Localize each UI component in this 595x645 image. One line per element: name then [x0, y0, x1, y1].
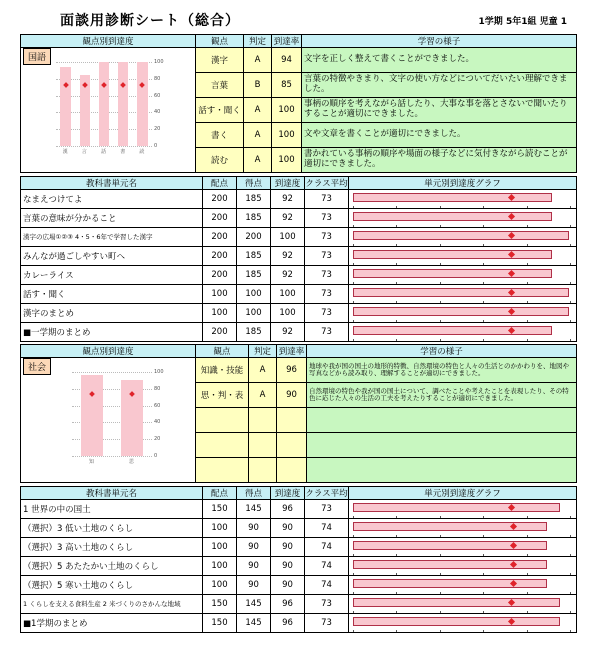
- col-unit-name: 教科書単元名: [21, 177, 203, 190]
- unit-graph-cell: [349, 519, 577, 538]
- y-tick-label: 80: [154, 75, 161, 82]
- class-avg-cell: 74: [305, 519, 349, 538]
- y-tick-label: 40: [154, 109, 161, 116]
- unit-row: [21, 614, 577, 633]
- unit-graph-cell: [349, 190, 577, 209]
- hantei-cell: [249, 458, 277, 483]
- note-cell: 文字を正しく整えて書くことができました。: [302, 48, 577, 73]
- unit-name-cell: 言葉の意味が分かること: [21, 209, 203, 228]
- class-avg-cell: 74: [305, 538, 349, 557]
- aspect-bar: [118, 62, 129, 146]
- aspect-bar: [81, 375, 103, 456]
- unit-row: [21, 519, 577, 538]
- tokuten-cell: 185: [237, 247, 271, 266]
- haiten-cell: 150: [203, 614, 237, 633]
- col-tokuten: 得点: [237, 487, 271, 500]
- aspect-bar: [99, 62, 110, 146]
- unit-row: [21, 304, 577, 323]
- hantei-cell: A: [249, 383, 277, 408]
- unit-bar: [353, 598, 560, 607]
- tokuten-cell: 90: [237, 538, 271, 557]
- shakai-aspect-chart: [60, 368, 164, 466]
- col-unit-graph: 単元別到達度グラフ: [349, 177, 577, 190]
- haiten-cell: 200: [203, 190, 237, 209]
- unit-name-cell: 話す・聞く: [21, 285, 203, 304]
- col-unit-graph: 単元別到達度グラフ: [349, 487, 577, 500]
- y-tick-label: 0: [154, 453, 158, 459]
- class-avg-cell: 73: [305, 500, 349, 519]
- class-avg-cell: 73: [305, 304, 349, 323]
- x-tick-label: 読: [139, 149, 145, 155]
- rate-cell: 100: [272, 98, 302, 123]
- tokuten-cell: 100: [237, 285, 271, 304]
- gridline: [72, 456, 152, 457]
- tokuten-cell: 90: [237, 576, 271, 595]
- note-cell: [307, 408, 577, 433]
- unit-row: [21, 228, 577, 247]
- unit-graph-cell: [349, 595, 577, 614]
- unit-bar: [353, 269, 552, 278]
- y-tick-label: 60: [154, 402, 161, 409]
- col-haiten: 配点: [203, 177, 237, 190]
- unit-bar: [353, 541, 547, 550]
- rate-cell: 96: [277, 358, 307, 383]
- aspect-bar: [60, 67, 71, 146]
- unit-name-cell: 漢字の広場①②③ 4・5・6年で学習した漢字: [21, 228, 203, 247]
- y-tick-label: 40: [154, 419, 161, 426]
- class-avg-cell: 73: [305, 595, 349, 614]
- rate-cell: [277, 433, 307, 458]
- unit-bar: [353, 193, 552, 202]
- rate-cell: 92: [271, 209, 305, 228]
- unit-bar: [353, 503, 560, 512]
- unit-bar: [353, 617, 560, 626]
- col-rate: 到達度: [271, 177, 305, 190]
- haiten-cell: 100: [203, 557, 237, 576]
- rate-cell: 90: [277, 383, 307, 408]
- tokuten-cell: 185: [237, 266, 271, 285]
- x-tick-label: 言: [81, 149, 87, 155]
- unit-graph-cell: [349, 557, 577, 576]
- unit-name-cell: カレーライス: [21, 266, 203, 285]
- hantei-cell: [249, 433, 277, 458]
- rate-cell: 85: [272, 73, 302, 98]
- haiten-cell: 150: [203, 595, 237, 614]
- aspect-bar: [137, 62, 148, 146]
- note-cell: 地球や我が国の国土の地形的特徴、自然環境の特色と人々の生活とのかかわりを、地図や写真などから読み取り、理解することが適切にできました。: [307, 358, 577, 383]
- y-tick-label: 20: [154, 436, 161, 443]
- rate-cell: 96: [271, 500, 305, 519]
- haiten-cell: 200: [203, 228, 237, 247]
- rate-cell: 90: [271, 576, 305, 595]
- class-avg-cell: 73: [305, 614, 349, 633]
- note-cell: 自然環境の特色や我が国の国土について、調べたことや考えたことを表現したり、その特色に応じた人々の生活の工夫を考えたりすることが適切にできました。: [307, 383, 577, 408]
- rate-cell: 90: [271, 519, 305, 538]
- x-tick-label: 書: [120, 149, 126, 155]
- unit-graph-cell: [349, 323, 577, 342]
- page-title: 面談用診断シート（総合）: [60, 13, 240, 29]
- hantei-cell: [249, 408, 277, 433]
- class-avg-cell: 73: [305, 323, 349, 342]
- rate-cell: 96: [271, 614, 305, 633]
- shakai-units-table: [20, 486, 577, 633]
- col-kanten-chart: 観点別到達度: [21, 35, 196, 48]
- unit-row: [21, 538, 577, 557]
- x-tick-label: 思: [129, 459, 135, 465]
- kanten-cell: 知識・技能: [196, 358, 249, 383]
- class-avg-cell: 73: [305, 266, 349, 285]
- col-rate: 到達率: [272, 35, 302, 48]
- graph-ticks: [353, 629, 570, 632]
- note-cell: [307, 458, 577, 483]
- y-tick-label: 0: [154, 143, 158, 149]
- unit-graph-cell: [349, 247, 577, 266]
- haiten-cell: 100: [203, 576, 237, 595]
- hantei-cell: A: [244, 98, 272, 123]
- tokuten-cell: 90: [237, 557, 271, 576]
- unit-row: [21, 190, 577, 209]
- rate-cell: 92: [271, 247, 305, 266]
- kanten-cell: 漢字: [196, 48, 244, 73]
- hantei-cell: B: [244, 73, 272, 98]
- unit-graph-cell: [349, 576, 577, 595]
- unit-name-cell: 1 世界の中の国土: [21, 500, 203, 519]
- tokuten-cell: 200: [237, 228, 271, 247]
- unit-name-cell: なまえつけてよ: [21, 190, 203, 209]
- subject-shakai-label: 社会: [23, 358, 51, 375]
- kokugo-aspect-chart: [44, 58, 164, 156]
- y-tick-label: 20: [154, 126, 161, 133]
- class-avg-cell: 73: [305, 247, 349, 266]
- term-class-student: 1学期 5年1組 児童 1: [478, 17, 567, 27]
- tokuten-cell: 185: [237, 323, 271, 342]
- haiten-cell: 100: [203, 304, 237, 323]
- unit-name-cell: （選択）3 高い土地のくらし: [21, 538, 203, 557]
- rate-cell: 90: [271, 557, 305, 576]
- col-haiten: 配点: [203, 487, 237, 500]
- unit-bar: [353, 250, 552, 259]
- unit-name-cell: （選択）5 寒い土地のくらし: [21, 576, 203, 595]
- graph-ticks: [353, 338, 570, 341]
- hantei-cell: A: [244, 148, 272, 173]
- kanten-cell: [196, 433, 249, 458]
- unit-name-cell: みんなが過ごしやすい町へ: [21, 247, 203, 266]
- col-kanten: 観点: [196, 35, 244, 48]
- y-tick-label: 100: [154, 369, 164, 375]
- tokuten-cell: 100: [237, 304, 271, 323]
- rate-cell: 96: [271, 595, 305, 614]
- unit-bar: [353, 212, 552, 221]
- kanten-cell: 書く: [196, 123, 244, 148]
- rate-cell: 92: [271, 266, 305, 285]
- kanten-cell: [196, 408, 249, 433]
- haiten-cell: 200: [203, 247, 237, 266]
- unit-graph-cell: [349, 304, 577, 323]
- unit-graph-cell: [349, 614, 577, 633]
- kanten-cell: 思・判・表: [196, 383, 249, 408]
- note-cell: 事柄の順序を考えながら話したり、大事な事を落とさないで聞いたりすることが適切にできました。: [302, 98, 577, 123]
- tokuten-cell: 145: [237, 500, 271, 519]
- col-rate: 到達率: [277, 345, 307, 358]
- haiten-cell: 100: [203, 538, 237, 557]
- hantei-cell: A: [244, 48, 272, 73]
- unit-bar: [353, 560, 547, 569]
- unit-row: [21, 209, 577, 228]
- class-avg-cell: 73: [305, 209, 349, 228]
- unit-name-cell: （選択）5 あたたかい土地のくらし: [21, 557, 203, 576]
- hantei-cell: A: [244, 123, 272, 148]
- rate-cell: [277, 458, 307, 483]
- unit-graph-cell: [349, 500, 577, 519]
- x-tick-label: 話: [101, 149, 107, 155]
- tokuten-cell: 185: [237, 190, 271, 209]
- unit-graph-cell: [349, 266, 577, 285]
- note-cell: 書かれている事柄の順序や場面の様子などに気付きながら読むことが適切にできました。: [302, 148, 577, 173]
- haiten-cell: 200: [203, 266, 237, 285]
- unit-name-cell: ■1学期のまとめ: [21, 614, 203, 633]
- unit-graph-cell: [349, 209, 577, 228]
- kanten-cell: 話す・聞く: [196, 98, 244, 123]
- x-tick-label: 漢: [62, 149, 68, 155]
- haiten-cell: 150: [203, 500, 237, 519]
- note-cell: 言葉の特徴やきまり、文字の使い方などについてだいたい理解できました。: [302, 73, 577, 98]
- unit-bar: [353, 288, 569, 297]
- col-hantei: 判定: [249, 345, 277, 358]
- unit-bar: [353, 326, 552, 335]
- haiten-cell: 100: [203, 285, 237, 304]
- unit-name-cell: 漢字のまとめ: [21, 304, 203, 323]
- col-class-avg: クラス平均: [305, 487, 349, 500]
- tokuten-cell: 90: [237, 519, 271, 538]
- y-tick-label: 60: [154, 92, 161, 99]
- tokuten-cell: 145: [237, 595, 271, 614]
- haiten-cell: 200: [203, 209, 237, 228]
- class-avg-cell: 73: [305, 190, 349, 209]
- rate-cell: 100: [271, 228, 305, 247]
- unit-name-cell: 1 くらしを支える食料生産 2 米づくりのさかんな地域: [21, 595, 203, 614]
- class-avg-cell: 74: [305, 576, 349, 595]
- col-note: 学習の様子: [307, 345, 577, 358]
- unit-graph-cell: [349, 285, 577, 304]
- rate-cell: 100: [271, 304, 305, 323]
- kanten-cell: [196, 458, 249, 483]
- unit-row: [21, 247, 577, 266]
- unit-row: [21, 557, 577, 576]
- unit-row: [21, 266, 577, 285]
- haiten-cell: 100: [203, 519, 237, 538]
- col-class-avg: クラス平均: [305, 177, 349, 190]
- tokuten-cell: 185: [237, 209, 271, 228]
- rate-cell: 92: [271, 323, 305, 342]
- unit-row: [21, 323, 577, 342]
- unit-row: [21, 595, 577, 614]
- gridline: [72, 372, 152, 373]
- tokuten-cell: 145: [237, 614, 271, 633]
- unit-name-cell: （選択）3 低い土地のくらし: [21, 519, 203, 538]
- unit-name-cell: ■一学期のまとめ: [21, 323, 203, 342]
- col-note: 学習の様子: [302, 35, 577, 48]
- kokugo-units-table: [20, 176, 577, 342]
- gridline: [56, 146, 152, 147]
- kanten-cell: 読む: [196, 148, 244, 173]
- unit-graph-cell: [349, 538, 577, 557]
- rate-cell: 100: [271, 285, 305, 304]
- unit-row: [21, 285, 577, 304]
- rate-cell: 92: [271, 190, 305, 209]
- col-tokuten: 得点: [237, 177, 271, 190]
- rate-cell: [277, 408, 307, 433]
- unit-bar: [353, 579, 547, 588]
- unit-row: [21, 500, 577, 519]
- subject-kokugo-label: 国語: [23, 48, 51, 65]
- rate-cell: 100: [272, 148, 302, 173]
- unit-graph-cell: [349, 228, 577, 247]
- hantei-cell: A: [249, 358, 277, 383]
- note-cell: 文や文章を書くことが適切にできました。: [302, 123, 577, 148]
- col-kanten: 観点: [196, 345, 249, 358]
- class-avg-cell: 73: [305, 228, 349, 247]
- kanten-cell: 言葉: [196, 73, 244, 98]
- class-avg-cell: 73: [305, 285, 349, 304]
- note-cell: [307, 433, 577, 458]
- col-rate: 到達度: [271, 487, 305, 500]
- col-hantei: 判定: [244, 35, 272, 48]
- x-tick-label: 知: [89, 459, 95, 465]
- unit-row: [21, 576, 577, 595]
- haiten-cell: 200: [203, 323, 237, 342]
- unit-bar: [353, 231, 569, 240]
- col-kanten-chart: 観点別到達度: [21, 345, 196, 358]
- unit-bar: [353, 522, 547, 531]
- col-unit-name: 教科書単元名: [21, 487, 203, 500]
- y-tick-label: 100: [154, 59, 164, 65]
- rate-cell: 100: [272, 123, 302, 148]
- y-tick-label: 80: [154, 385, 161, 392]
- rate-cell: 90: [271, 538, 305, 557]
- unit-bar: [353, 307, 569, 316]
- rate-cell: 94: [272, 48, 302, 73]
- class-avg-cell: 74: [305, 557, 349, 576]
